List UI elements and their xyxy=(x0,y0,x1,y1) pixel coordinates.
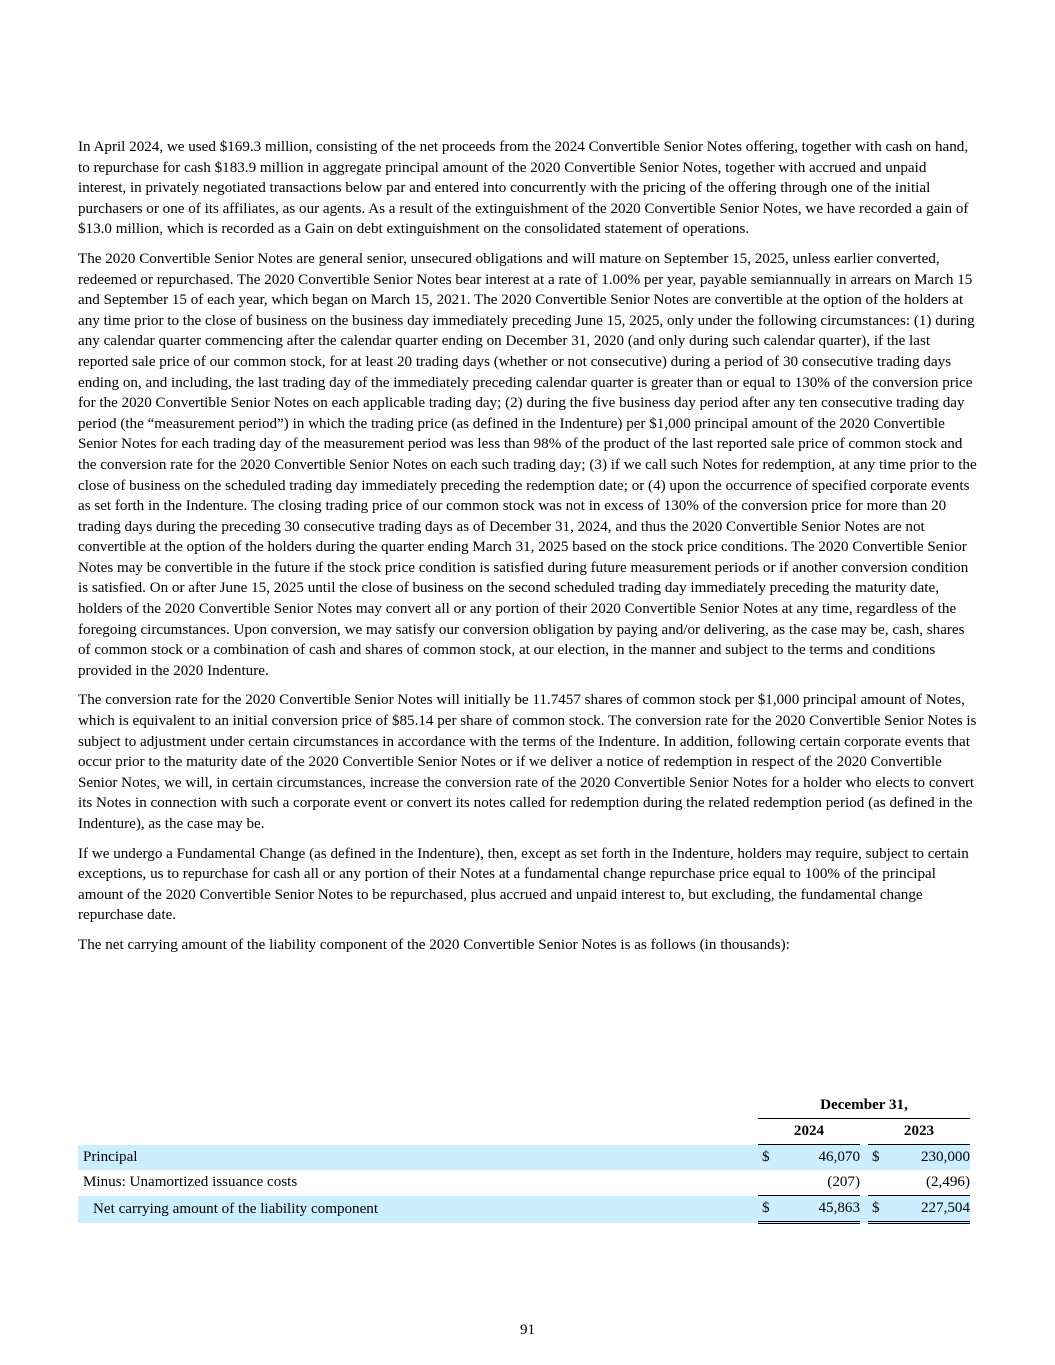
table-row xyxy=(78,1170,970,1196)
paragraph-terms: The 2020 Convertible Senior Notes are general senior, unsecured obligations and will mature on September 15, 2025, unless earlier converted, redeemed or repurchased. The 2020 Convertible Senior Notes bear interest at a rate of 1.00% per year, payable semiannually in arrears on March 15 and September 15 of each year, which began on March 15, 2021. The 2020 Convertible Senior Notes are convertible at the option of the holders at any time prior to the close of business on the business day immediately preceding June 15, 2025, only under the following circumstances: (1) during any calendar quarter commencing after the calendar quarter ending on December 31, 2020 (and only during such calendar quarter), if the last reported sale price of our common stock, for at least 20 trading days (whether or not consecutive) during a period of 30 consecutive trading days ending on, and including, the last trading day of the immediately preceding calendar quarter is greater than or equal to 130% of the conversion price for the 2020 Convertible Senior Notes on each applicable trading day; (2) during the five business day period after any ten consecutive trading day period (the “measurement period”) in which the trading price (as defined in the Indenture) per $1,000 principal amount of the 2020 Convertible Senior Notes for each trading day of the measurement period was less than 98% of the product of the last reported sale price of common stock and the conversion rate for the 2020 Convertible Senior Notes on each such trading day; (3) if we call such Notes for redemption, at any time prior to the close of business on the scheduled trading day immediately preceding the redemption date; or (4) upon the occurrence of specified corporate events as set forth in the Indenture. The closing trading price of our common stock was not in excess of 130% of the conversion price for more than 20 trading days during the preceding 30 consecutive trading days as of December 31, 2024, and thus the 2020 Convertible Senior Notes are not convertible at the option of the holders during the quarter ending March 31, 2025 based on the stock price conditions. The 2020 Convertible Senior Notes may be convertible in the future if the stock price condition is satisfied during future measurement periods or if another conversion condition is satisfied. On or after June 15, 2025 until the close of business on the second scheduled trading day immediately preceding the maturity date, holders of the 2020 Convertible Senior Notes may convert all or any portion of their 2020 Convertible Senior Notes at any time, regardless of the foregoing circumstances. Upon conversion, we may satisfy our conversion obligation by paying and/or delivering, as the case may be, cash, shares of common stock or a combination of cash and shares of common stock, at our election, in the manner and subject to the terms and conditions provided in the 2020 Indenture. xyxy=(78,250,977,679)
year-header-2024: 2024 xyxy=(758,1119,860,1145)
table-row xyxy=(78,1196,970,1223)
row-label-principal: Principal xyxy=(78,1145,758,1171)
page-number: 91 xyxy=(519,1322,536,1338)
currency-symbol: $ xyxy=(758,1145,780,1171)
paragraph-table-intro: The net carrying amount of the liability component of the 2020 Convertible Senior Notes is as follows (in thousands): xyxy=(78,936,790,953)
paragraph-conversion-rate: The conversion rate for the 2020 Convertible Senior Notes will initially be 11.7457 shares of common stock per $1,000 principal amount of Notes, which is equivalent to an initial conversion price of $85.14 per share of common stock. The conversion rate for the 2020 Convertible Senior Notes is subject to adjustment under certain circumstances in accordance with the terms of the Indenture. In addition, following certain corporate events that occur prior to the maturity date of the 2020 Convertible Senior Notes or if we deliver a notice of redemption in respect of the 2020 Convertible Senior Notes, we will, in certain circumstances, increase the conversion rate of the 2020 Convertible Senior Notes for a holder who elects to convert its Notes in connection with such a corporate event or convert its notes called for redemption during the related redemption period (as defined in the Indenture), as the case may be. xyxy=(78,692,977,832)
document-body xyxy=(78,137,978,965)
issuance-costs-2024: (207) xyxy=(780,1170,860,1196)
principal-2023: 230,000 xyxy=(890,1145,970,1171)
table-period-header-row xyxy=(78,1093,970,1119)
row-label-issuance-costs: Minus: Unamortized issuance costs xyxy=(83,1174,298,1191)
currency-symbol: $ xyxy=(758,1196,780,1223)
row-label-net-carrying-amount: Net carrying amount of the liability component xyxy=(78,1196,758,1223)
period-header: December 31, xyxy=(758,1093,970,1119)
year-header-2023: 2023 xyxy=(868,1119,970,1145)
issuance-costs-2023: (2,496) xyxy=(890,1170,970,1196)
table-year-header-row xyxy=(78,1119,970,1145)
principal-2024: 46,070 xyxy=(780,1145,860,1171)
net-carrying-2024: 45,863 xyxy=(780,1196,860,1223)
currency-symbol: $ xyxy=(868,1196,890,1223)
paragraph-fundamental-change: If we undergo a Fundamental Change (as defined in the Indenture), then, except as set forth in the Indenture, holders may require, subject to certain exceptions, us to repurchase for cash all or any portion of their Notes at a fundamental change repurchase price equal to 100% of the principal amount of the 2020 Convertible Senior Notes to be repurchased, plus accrued and unpaid interest to, but excluding, the fundamental change repurchase date. xyxy=(78,845,969,924)
currency-symbol: $ xyxy=(868,1145,890,1171)
net-carrying-2023: 227,504 xyxy=(890,1196,970,1223)
paragraph-repurchase: In April 2024, we used $169.3 million, consisting of the net proceeds from the 2024 Convertible Senior Notes offering, together with cash on hand, to repurchase for cash $183.9 million in aggregate principal amount of the 2020 Convertible Senior Notes, together with accrued and unpaid interest, in privately negotiated transactions below par and entered into concurrently with the pricing of the offering through one of the initial purchasers or one of its affiliates, as our agents. As a result of the extinguishment of the 2020 Convertible Senior Notes, we have recorded a gain of $13.0 million, which is recorded as a Gain on debt extinguishment on the consolidated statement of operations. xyxy=(78,139,969,238)
carrying-amount-table xyxy=(78,1093,970,1224)
table-row xyxy=(78,1145,970,1171)
